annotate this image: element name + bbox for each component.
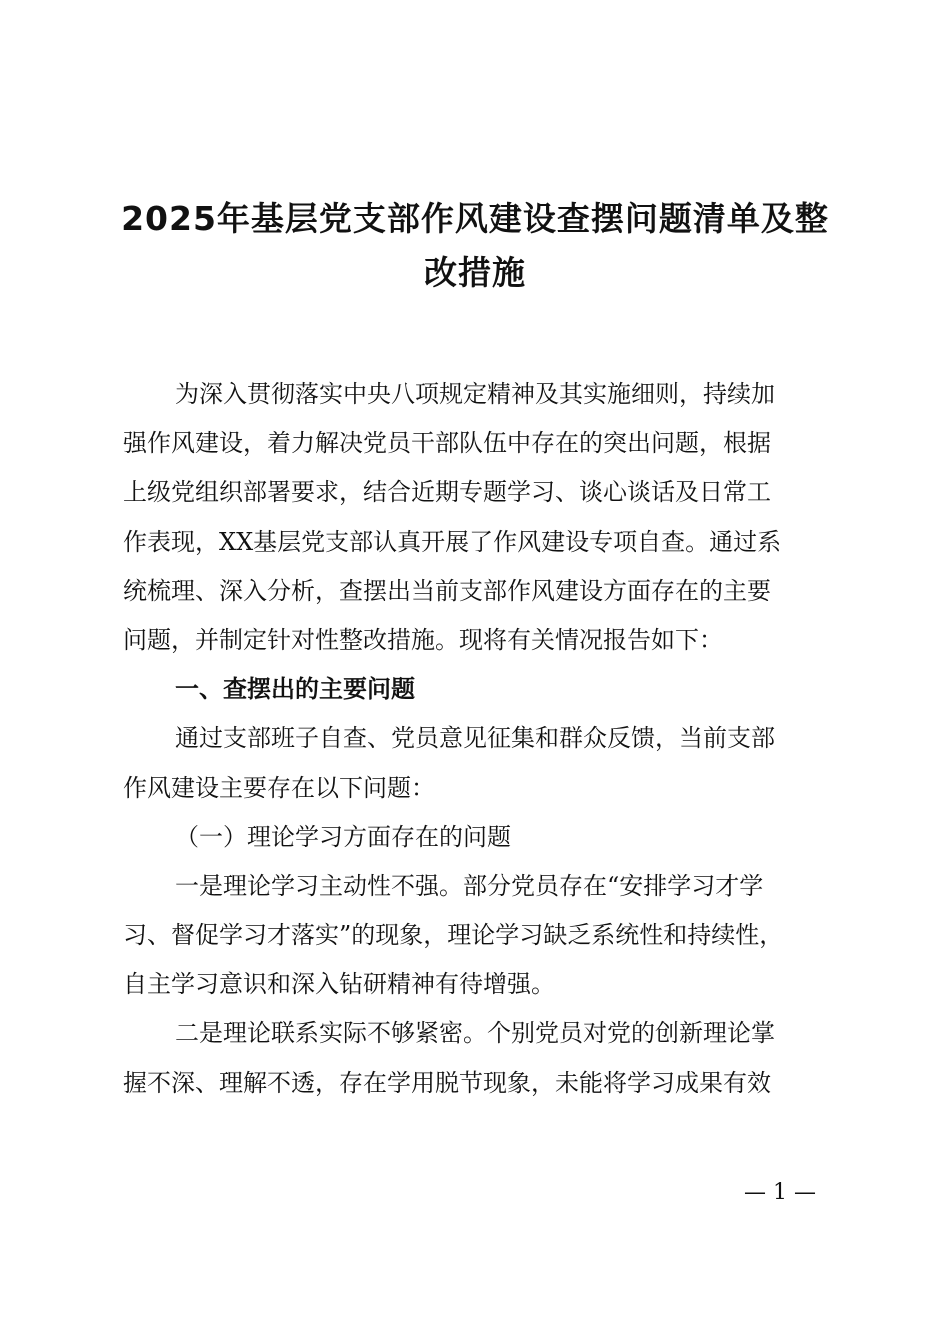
- document-body: [123, 370, 833, 1108]
- body-line: 习、督促学习才落实”的现象，理论学习缺乏系统性和持续性，: [123, 921, 784, 950]
- document-title: [100, 192, 850, 300]
- body-line: 为深入贯彻落实中央八项规定精神及其实施细则，持续加: [175, 380, 775, 408]
- body-line: 作风建设主要存在以下问题：: [123, 773, 435, 802]
- body-line: 上级党组织部署要求，结合近期专题学习、谈心谈话及日常工: [123, 478, 771, 507]
- title-line: 改措施: [424, 253, 526, 292]
- subsection-heading: （一）理论学习方面存在的问题: [175, 822, 511, 851]
- body-line: 握不深、理解不透，存在学用脱节现象，未能将学习成果有效: [123, 1068, 771, 1097]
- body-line: 统梳理、深入分析，查摆出当前支部作风建设方面存在的主要: [123, 576, 771, 605]
- body-line: 强作风建设，着力解决党员干部队伍中存在的突出问题，根据: [123, 429, 771, 458]
- body-line: 二是理论联系实际不够紧密。个别党员对党的创新理论掌: [175, 1019, 775, 1048]
- body-line: 自主学习意识和深入钻研精神有待增强。: [123, 970, 555, 999]
- body-line: 问题，并制定针对性整改措施。现将有关情况报告如下：: [123, 625, 723, 654]
- body-line: 一是理论学习主动性不强。部分党员存在“安排学习才学: [175, 871, 764, 900]
- title-line: 2025年基层党支部作风建设查摆问题清单及整: [121, 199, 829, 238]
- body-line: 作表现，XX基层党支部认真开展了作风建设专项自查。通过系: [123, 527, 782, 556]
- section-heading: 一、查摆出的主要问题: [175, 675, 415, 704]
- page-number: — 1 —: [744, 1180, 816, 1205]
- body-line: 通过支部班子自查、党员意见征集和群众反馈，当前支部: [175, 724, 775, 753]
